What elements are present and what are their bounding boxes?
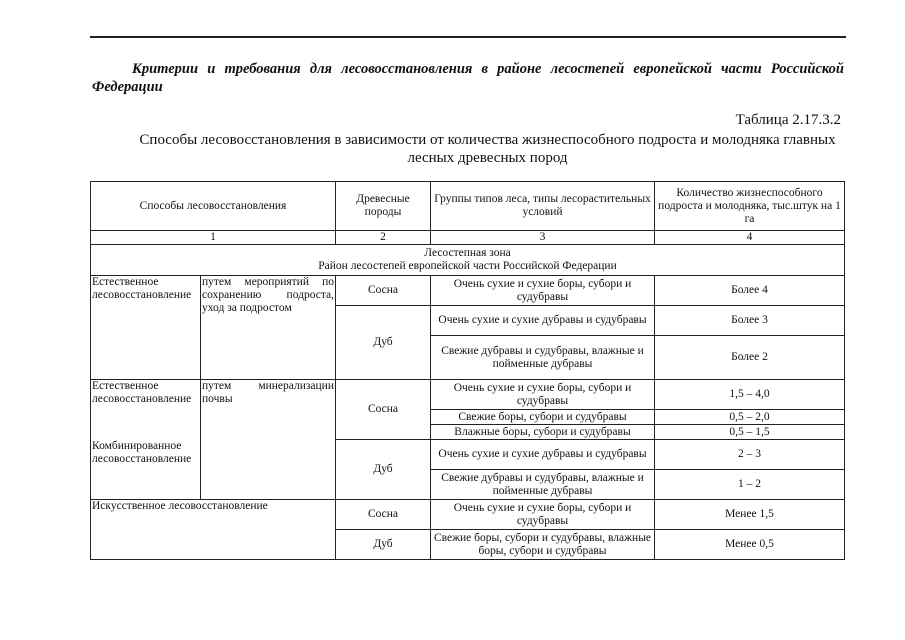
group-cell: Очень сухие и сухие дубравы и судубравы [431,306,655,336]
column-number: 3 [431,231,655,245]
table-caption-line2: лесных древесных пород [407,150,568,166]
group-cell: Очень сухие и сухие боры, субори и судубравы [431,500,655,530]
group-cell: Свежие дубравы и судубравы, влажные и пойменные дубравы [431,336,655,380]
quantity-cell: Менее 0,5 [655,530,845,560]
quantity-cell: Более 3 [655,306,845,336]
table-caption [130,131,845,167]
quantity-cell: Менее 1,5 [655,500,845,530]
header-groups: Группы типов леса, типы лесорастительных условий [431,182,655,231]
group-cell: Свежие боры, субори и судубравы, влажные боры, субори и судубравы [431,530,655,560]
table-row [91,380,845,410]
quantity-cell: Более 4 [655,276,845,306]
zone-row [91,245,845,276]
table-row [91,276,845,306]
header-quantity: Количество жизнеспособного подроста и молодняка, тыс.штук на 1 га [655,182,845,231]
table-header-row [91,182,845,231]
species-cell: Дуб [336,440,431,500]
method-cell: Искусственное лесовосстановление [91,500,336,560]
species-cell: Сосна [336,380,431,440]
species-cell: Дуб [336,530,431,560]
group-cell: Очень сухие и сухие боры, субори и судубравы [431,276,655,306]
zone-title: Лесостепная зона [424,247,511,259]
quantity-cell: Более 2 [655,336,845,380]
column-number: 4 [655,231,845,245]
group-cell: Свежие боры, субори и судубравы [431,410,655,425]
measure-cell: путем минерализации почвы [201,380,336,500]
table-number: Таблица 2.17.3.2 [735,112,841,128]
group-cell: Влажные боры, субори и судубравы [431,425,655,440]
restoration-table [90,181,845,560]
quantity-cell: 1 – 2 [655,470,845,500]
top-rule [90,36,846,38]
group-cell: Очень сухие и сухие боры, субори и судубравы [431,380,655,410]
quantity-cell: 1,5 – 4,0 [655,380,845,410]
section-heading-line2: Федерации [92,79,163,95]
column-number: 1 [91,231,336,245]
header-methods: Способы лесовосстановления [91,182,336,231]
species-cell: Дуб [336,306,431,380]
species-cell: Сосна [336,276,431,306]
group-cell: Очень сухие и сухие дубравы и судубравы [431,440,655,470]
section-heading-line1: Критерии и требования для лесовосстановления в районе лесостепей европейской части Российской [132,61,844,77]
measure-cell: путем мероприятий по сохранению подроста, уход за подростом [201,276,336,380]
header-species: Древесные породы [336,182,431,231]
method-cell-combined: Комбинированное лесовосстановление [91,440,201,500]
quantity-cell: 0,5 – 1,5 [655,425,845,440]
table-row [91,500,845,530]
quantity-cell: 0,5 – 2,0 [655,410,845,425]
method-cell: Естественное лесовосстановление [91,380,201,440]
zone-region: Район лесостепей европейской части Российской Федерации [318,260,617,272]
method-cell: Естественное лесовосстановление [91,276,201,380]
column-number-row [91,231,845,245]
quantity-cell: 2 – 3 [655,440,845,470]
species-cell: Сосна [336,500,431,530]
column-number: 2 [336,231,431,245]
group-cell: Свежие дубравы и судубравы, влажные и пойменные дубравы [431,470,655,500]
table-caption-line1: Способы лесовосстановления в зависимости от количества жизнеспособного подроста и молодняка главных [139,132,836,148]
section-heading [92,60,844,96]
zone-cell [91,245,845,276]
